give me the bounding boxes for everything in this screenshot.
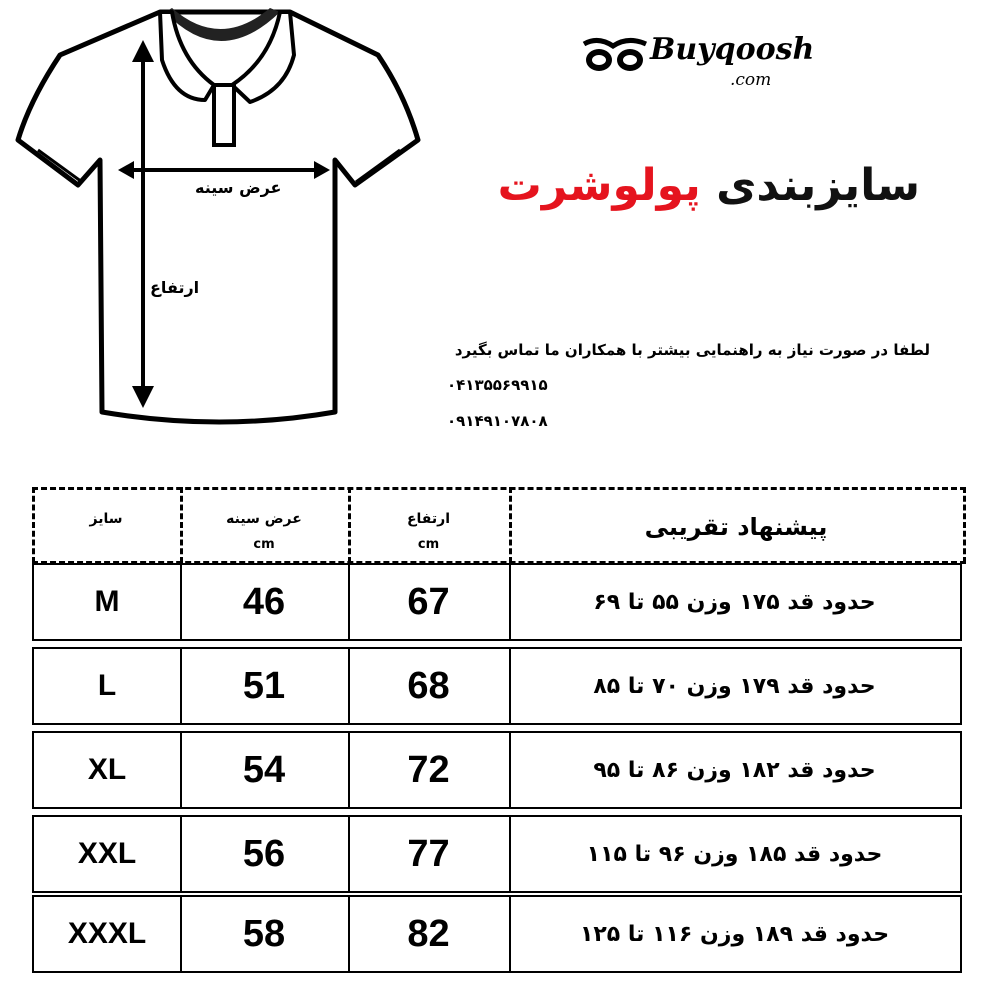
polo-shirt-illustration xyxy=(0,0,440,430)
cell-height: 77 xyxy=(407,832,450,875)
header-height-label: ارتفاع xyxy=(406,511,450,527)
chest-width-label: عرض سینه xyxy=(195,178,282,197)
header-size xyxy=(32,487,180,563)
cell-size: M xyxy=(94,585,120,618)
cell-height: 67 xyxy=(407,580,450,623)
cell-chest: 51 xyxy=(242,664,286,707)
cell-height: 82 xyxy=(407,912,450,955)
cell-suggestion: حدود قد ۱۷۵ وزن ۵۵ تا ۶۹ xyxy=(593,589,876,615)
cell-size: XL xyxy=(87,753,127,786)
logo-name: Buyqoosh xyxy=(650,32,815,67)
cell-chest: 54 xyxy=(242,748,286,791)
title-part-sizing: سایزبندی xyxy=(716,160,920,211)
table-row xyxy=(32,815,962,893)
header-chest xyxy=(180,487,348,563)
size-table xyxy=(32,487,966,972)
header-size-label: سایز xyxy=(89,511,123,527)
cell-suggestion: حدود قد ۱۸۹ وزن ۱۱۶ تا ۱۲۵ xyxy=(579,921,890,947)
placket xyxy=(214,85,234,145)
table-row xyxy=(32,563,962,641)
header-height xyxy=(348,487,509,563)
header-height-unit: cm xyxy=(417,537,440,552)
brand-logo xyxy=(582,30,815,100)
height-label: ارتفاع xyxy=(150,278,200,297)
cell-chest: 46 xyxy=(242,580,286,623)
logo-domain: .com xyxy=(730,70,772,90)
table-row xyxy=(32,731,962,809)
header-suggestion xyxy=(509,487,963,563)
cell-size: XXL xyxy=(77,837,137,870)
cell-height: 72 xyxy=(407,748,450,791)
table-row xyxy=(32,895,962,973)
cell-chest: 56 xyxy=(242,832,286,875)
cell-suggestion: حدود قد ۱۸۲ وزن ۸۶ تا ۹۵ xyxy=(593,757,876,783)
owl-eyes-icon xyxy=(582,36,648,80)
cell-size: L xyxy=(97,669,117,702)
cell-suggestion: حدود قد ۱۸۵ وزن ۹۶ تا ۱۱۵ xyxy=(586,841,883,867)
header-chest-label: عرض سینه xyxy=(226,511,302,527)
cell-height: 68 xyxy=(407,664,450,707)
page-title xyxy=(498,160,920,211)
header-chest-unit: cm xyxy=(253,537,275,552)
title-part-polo: پولوشرت xyxy=(497,160,701,211)
cell-size: XXXL xyxy=(67,917,147,950)
cell-suggestion: حدود قد ۱۷۹ وزن ۷۰ تا ۸۵ xyxy=(593,673,876,699)
contact-note: لطفا در صورت نیاز به راهنمایی بیشتر با همکاران ما تماس بگیرد xyxy=(454,341,930,359)
phone-number-2: ۰۹۱۴۹۱۰۷۸۰۸ xyxy=(447,412,548,430)
phone-number-1: ۰۴۱۳۵۵۶۹۹۱۵ xyxy=(447,376,548,394)
cell-chest: 58 xyxy=(242,912,286,955)
shirt-outline xyxy=(18,12,418,422)
header-suggestion-label: پیشنهاد تقریبی xyxy=(644,513,828,541)
table-row xyxy=(32,647,962,725)
